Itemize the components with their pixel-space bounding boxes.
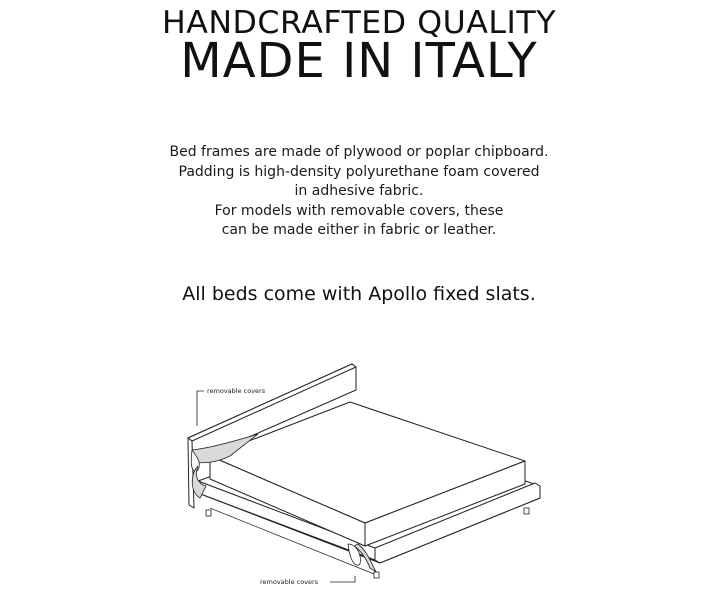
callout-line-bottom xyxy=(330,576,355,582)
description-line: in adhesive fabric. xyxy=(294,183,424,199)
description-line: Bed frames are made of plywood or poplar chipboard. xyxy=(169,144,549,160)
heading-made-in-italy: MADE IN ITALY xyxy=(180,33,538,89)
bed-illustration xyxy=(170,358,560,590)
bed-foot xyxy=(374,572,379,578)
description-line: can be made either in fabric or leather. xyxy=(221,222,497,238)
callout-label-bottom: removable covers xyxy=(260,578,319,586)
heading-handcrafted-quality: HANDCRAFTED QUALITY xyxy=(161,5,557,41)
callout-label-top: removable covers xyxy=(207,387,266,395)
description-line: For models with removable covers, these xyxy=(214,202,504,219)
materials-description xyxy=(0,143,718,241)
slats-note: All beds come with Apollo fixed slats. xyxy=(182,283,536,305)
bed-foot xyxy=(524,508,529,514)
callout-line-top xyxy=(197,391,204,426)
description-line: Padding is high-density polyurethane foam covered xyxy=(178,163,540,180)
bed-foot xyxy=(206,510,211,516)
